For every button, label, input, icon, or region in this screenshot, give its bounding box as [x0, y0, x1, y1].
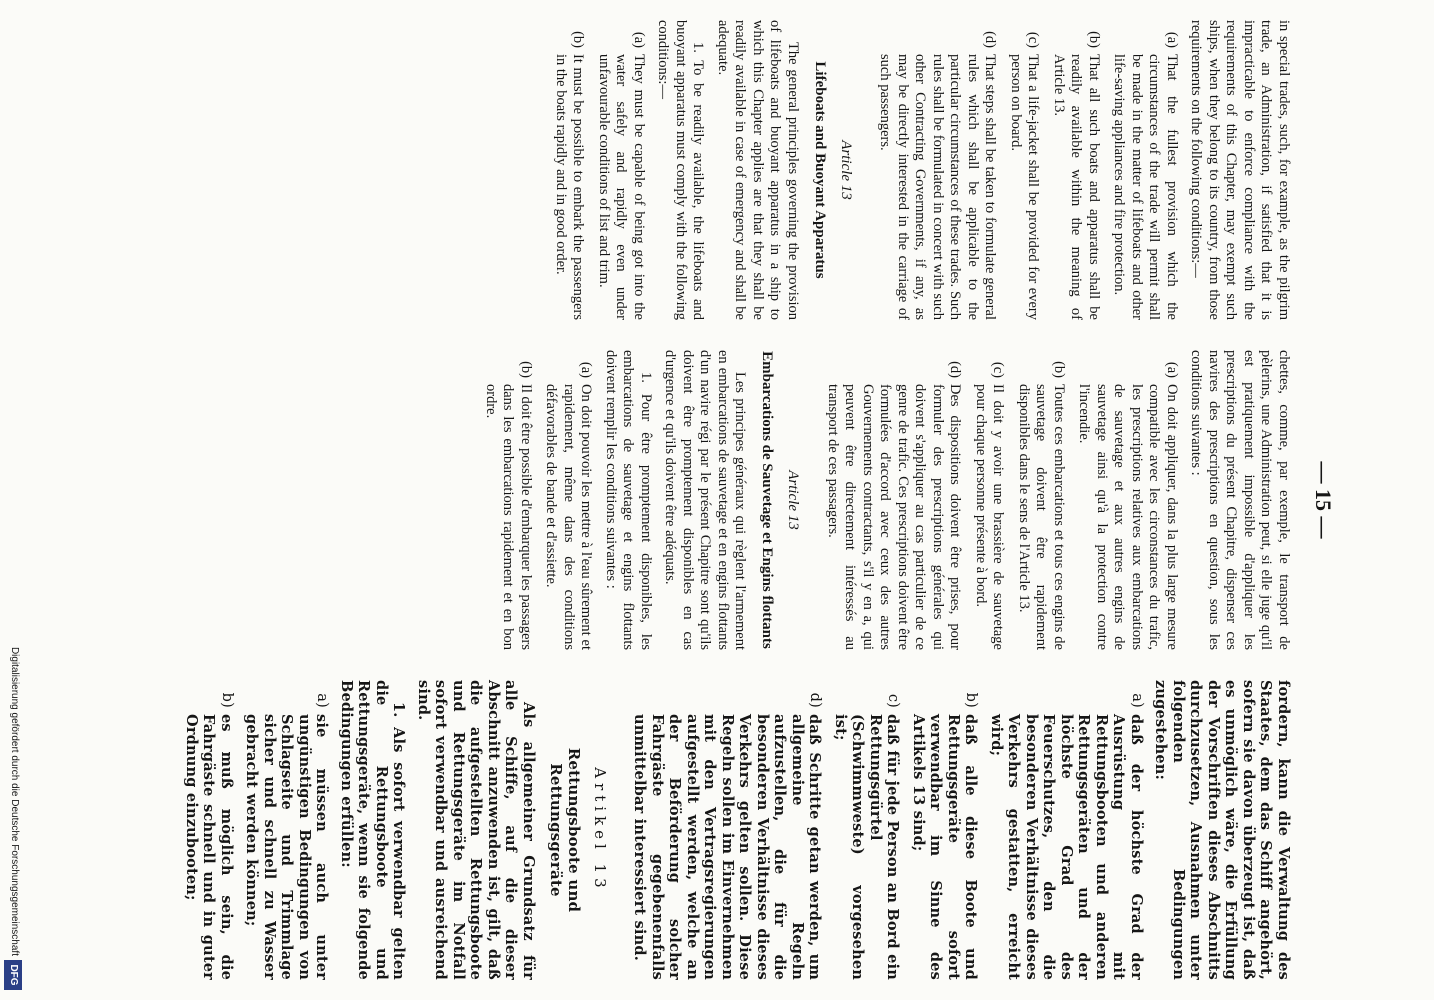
item-label: a) [1129, 693, 1145, 708]
english-article-heading: Lifeboats and Buoyant Apparatus [812, 61, 828, 279]
item-label: (a) [631, 31, 647, 48]
item-label: c) [885, 693, 902, 708]
item-label: (c) [1025, 31, 1042, 48]
french-subcondition-b [482, 350, 535, 650]
german-principles: Als allgemeiner Grundsatz für alle Schiffe, auf die dieser Abschnitt anzuwenden ist, gilt, daß die aufgestellten Rettungsboote und Rettungsgeräte im Notfall sofort verwendbar und ausreichend sind. [415, 680, 537, 980]
item-text: That the fullest provision which the circumstances of the trade will permit shall be made in the matter of lifeboats and other life-saving appliances and fire protection. [1111, 54, 1180, 320]
french-condition-b [1015, 350, 1068, 650]
page-content [50, 20, 1340, 980]
german-paragraph-1: 1. Als sofort verwendbar gelten die Rettungsboote und Rettungsgeräte, wenn sie folgende Bedingungen erfüllen: [338, 680, 408, 980]
item-text: Il doit être possible d'embarquer les passagers dans les embarcations rapidement et en bon ordre. [483, 384, 534, 650]
item-label: (d) [947, 361, 964, 378]
german-subcondition-b [183, 680, 236, 980]
german-condition-a [988, 680, 1146, 980]
item-text: On doit pouvoir les mettre à l'eau sûrement et rapidement, même dans des conditions défavorables de bande et d'assiette. [543, 384, 595, 650]
german-column [175, 680, 1293, 980]
french-column [474, 350, 1293, 650]
item-label: (a) [1164, 31, 1180, 48]
english-condition-b [1050, 20, 1103, 320]
item-text: That a life-jacket shall be provided for every person on board. [1008, 54, 1042, 320]
item-text: daß der höchste Grad der Ausrüstung mit Rettungsbooten und anderen Rettungsgeräten und der höchste Grad des Feuerschutzes, den die besonderen Verhältnisse dieses Verkehrs gestatten, erreicht wird; [988, 714, 1145, 980]
item-text: daß für jede Person an Bord ein Rettungsgürtel (Schwimmweste) vorgesehen ist; [832, 714, 902, 980]
item-text: That all such boats and apparatus shall be readily available within the meaning of Article 13. [1051, 54, 1102, 320]
digitization-credit-strip [0, 0, 26, 1000]
french-principles: Les principes généraux qui règlent l'armement en embarcations de sauvetage et en engins flottants d'un navire régi par le présent Chapitre sont qu'ils doivent être promptement disponibles en cas d'urgence et qu'ils doivent être adéquats. [662, 350, 749, 650]
french-article-heading: Embarcations de Sauvetage et Engins flottants [759, 351, 776, 649]
english-condition-a [1110, 20, 1180, 320]
english-article-title: Article 13 [838, 140, 854, 200]
item-text: es muß möglich sein, die Fahrgäste schnell und in guter Ordnung einzubooten; [183, 714, 235, 980]
english-subcondition-a [595, 20, 648, 320]
german-condition-c [832, 680, 902, 980]
english-intro: in special trades, such, for example, as the pilgrim trade, an Administration, if satisfied that it is impracticable to enforce compliance with the requirements of this Chapter, may exempt such ships, when they belong to its country, from those requirements on the following conditions:— [1188, 20, 1292, 320]
item-text: On doit appliquer, dans la plus large mesure compatible avec les circonstances du trafic, les prescriptions relatives aux embarcations de sauvetage et aux autres engins de sauvetage ainsi qu'à la protection contre l'incendie. [1076, 384, 1180, 650]
english-principles: The general principles governing the provision of lifeboats and buoyant apparatus in a ship to which this Chapter applies are that they shall be readily available in case of emergency and shall be adequate. [715, 20, 801, 320]
item-label: (d) [982, 31, 999, 48]
german-subcondition-a [243, 680, 331, 980]
item-label: (c) [990, 361, 1007, 378]
french-paragraph-1: 1. Pour être promptement disponibles, les embarcations de sauvetage et engins flottants doivent remplir les conditions suivantes : [603, 350, 654, 650]
french-subcondition-a [542, 350, 595, 650]
french-article-title: Article 13 [785, 470, 802, 530]
item-text: That steps shall be taken to formulate general rules which shall be applicable to the particular circumstances of these trades. Such rules shall be formulated in concert with such other Contracting Governments, if any, as may be directly interested in the carriage of such passengers. [877, 54, 999, 320]
item-label: b) [219, 692, 235, 708]
item-text: sie müssen auch unter ungünstigen Bedingungen von Schlagseite und Trimmlage sicher und schnell zu Wasser gebracht werden können; [243, 714, 331, 980]
item-label: a) [314, 693, 331, 708]
dfg-logo: DFG [4, 960, 22, 990]
item-text: daß alle diese Boote und Rettungsgeräte sofort verwendbar im Sinne des Artikels 13 sind; [910, 714, 980, 980]
item-text: daß Schritte getan werden, um allgemeine Regeln aufzustellen, die für die besonderen Verhältnisse dieses Verkehrs gelten sollen. Diese Regeln sollen im Einvernehmen mit den Vertragsregierungen aufgestellt werden, welche an der Beförderung solcher Fahrgäste gegebenenfalls unmittelbar interessiert sind. [631, 714, 824, 980]
item-label: (b) [570, 31, 587, 48]
item-text: They must be capable of being got into the water safely and rapidly even under unfavourable conditions of list and trim. [596, 54, 647, 320]
german-condition-b [910, 680, 980, 980]
item-label: b) [963, 692, 980, 708]
item-label: (a) [578, 361, 595, 378]
english-column [544, 20, 1293, 320]
digitization-credit: Digitalisierung gefördert durch die Deutsche Forschungsgemeinschaft [9, 646, 20, 956]
item-label: (b) [1086, 31, 1102, 48]
english-condition-c [1007, 20, 1042, 320]
item-text: Des dispositions doivent être prises, pour formuler des prescriptions générales qui doivent s'appliquer au cas particulier de ce genre de trafic. Ces prescriptions doivent être formulées d'accord avec ceux des autres Gouvernements contractants, s'il y en a, qui peuvent être directement intéressés au transport de ces passagers. [825, 384, 964, 650]
item-text: It must be possible to embark the passengers in the boats rapidly and in good order. [553, 54, 587, 320]
page-number: — 15 — [1311, 461, 1336, 539]
item-label: (b) [518, 361, 534, 378]
item-label: (b) [1051, 361, 1067, 378]
english-condition-d [876, 20, 999, 320]
french-intro: chettes, comme, par exemple, le transport de pèlerins, une Administration peut, si elle juge qu'il est pratiquement impossible d'appliquer les prescriptions du présent Chapitre, dispenser ces navires des prescriptions en question, sous les conditions suivantes : [1188, 350, 1292, 650]
item-label: d) [807, 692, 824, 708]
french-condition-c [972, 350, 1007, 650]
german-article-title: Artikel 13 [591, 767, 609, 893]
english-subcondition-b [552, 20, 587, 320]
german-condition-d [631, 680, 824, 980]
english-paragraph-1: 1. To be readily available, the lifeboats and buoyant apparatus must comply with the following conditions:— [655, 20, 707, 320]
german-intro: fordern, kann die Verwaltung des Staates, dem das Schiff angehört, sofern sie davon überzeugt ist, daß es unmöglich wäre, die Erfüllung der Vorschriften dieses Abschnitts durchzusetzen, Ausnahmen unter folgenden Bedingungen zugestehen: [1152, 680, 1292, 980]
german-article-heading: Rettungsboote und Rettungsgeräte [547, 747, 583, 913]
item-text: Toutes ces embarcations et tous ces engins de sauvetage doivent être rapidement disponibles dans le sens de l'Article 13. [1016, 384, 1067, 650]
french-condition-a [1075, 350, 1180, 650]
item-text: Il doit y avoir une brassière de sauvetage pour chaque personne présente à bord. [973, 384, 1007, 650]
french-condition-d [824, 350, 964, 650]
item-label: (a) [1164, 361, 1180, 378]
